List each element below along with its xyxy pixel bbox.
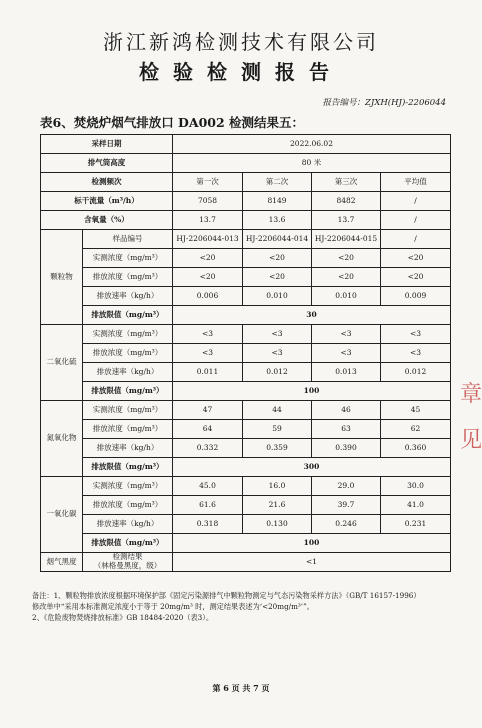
results-table <box>40 134 451 572</box>
flow-cell: 7058 <box>173 192 243 211</box>
oxygen-cell: 13.7 <box>312 211 381 230</box>
freq-cell: 第二次 <box>243 173 312 192</box>
row-so2-limit <box>41 382 451 401</box>
value-cell: <3 <box>173 325 243 344</box>
value-cell: 47 <box>173 401 243 420</box>
emission-rate-label: 排放速率（kg/h） <box>83 287 173 306</box>
value-cell: 45.0 <box>173 477 243 496</box>
row-nox-emission <box>41 420 451 439</box>
oxygen-cell: 13.7 <box>173 211 243 230</box>
smoke-label-line1: 检测结果 <box>112 552 143 562</box>
value-cell: 0.231 <box>381 515 451 534</box>
row-particulate-emission <box>41 268 451 287</box>
row-co-measured <box>41 477 451 496</box>
emission-limit-label: 排放限值（mg/m³） <box>83 382 173 401</box>
measured-conc-label: 实测浓度（mg/m³） <box>83 401 173 420</box>
value-cell: 62 <box>381 420 451 439</box>
value-cell: 44 <box>243 401 312 420</box>
value-cell: 0.012 <box>381 363 451 382</box>
measured-conc-label: 实测浓度（mg/m³） <box>83 477 173 496</box>
value-cell: 0.332 <box>173 439 243 458</box>
value-cell: 0.390 <box>312 439 381 458</box>
page-number: 第 6 页 共 7 页 <box>212 683 270 693</box>
value-cell: 39.7 <box>312 496 381 515</box>
value-cell: 29.0 <box>312 477 381 496</box>
value-cell: <20 <box>381 268 451 287</box>
value-cell: 0.359 <box>243 439 312 458</box>
oxygen-label: 含氧量（%） <box>41 211 173 230</box>
value-cell: 0.006 <box>173 287 243 306</box>
flow-cell: 8149 <box>243 192 312 211</box>
row-co-limit <box>41 534 451 553</box>
row-particulate-measured <box>41 249 451 268</box>
stack-height-label: 排气筒高度 <box>41 154 173 173</box>
flow-label: 标干流量（m³/h） <box>41 192 173 211</box>
company-name: 浙江新鸿检测技术有限公司 <box>103 30 379 54</box>
pollutant-particulate: 颗粒物 <box>41 230 83 325</box>
pollutant-so2: 二氧化硫 <box>41 325 83 401</box>
emission-rate-label: 排放速率（kg/h） <box>83 515 173 534</box>
emission-conc-label: 排放浓度（mg/m³） <box>83 344 173 363</box>
report-title: 检验检测报告 <box>139 60 343 84</box>
flow-cell: / <box>381 192 451 211</box>
measured-conc-label: 实测浓度（mg/m³） <box>83 249 173 268</box>
row-sample-date <box>41 135 451 154</box>
value-cell: 0.012 <box>243 363 312 382</box>
report-number-label: 报告编号： <box>322 98 366 108</box>
freq-cell: 第一次 <box>173 173 243 192</box>
row-sample-ids <box>41 230 451 249</box>
sample-id-cell: / <box>381 230 451 249</box>
value-cell: 63 <box>312 420 381 439</box>
value-cell: 0.010 <box>243 287 312 306</box>
value-cell: 64 <box>173 420 243 439</box>
row-so2-emission <box>41 344 451 363</box>
value-cell: 0.010 <box>312 287 381 306</box>
value-cell: 0.318 <box>173 515 243 534</box>
value-cell: 0.009 <box>381 287 451 306</box>
emission-limit-label: 排放限值（mg/m³） <box>83 534 173 553</box>
freq-cell: 平均值 <box>381 173 451 192</box>
sample-id-cell: HJ-2206044-013 <box>173 230 243 249</box>
table-title: 表6、焚烧炉烟气排放口 DA002 检测结果五： <box>40 115 305 130</box>
row-smoke <box>41 553 451 572</box>
value-cell: 59 <box>243 420 312 439</box>
value-cell: 16.0 <box>243 477 312 496</box>
flow-cell: 8482 <box>312 192 381 211</box>
note-line: 备注：1、颗粒物排放浓度根据环境保护部《固定污染源排气中颗粒物测定与气态污染物采样方法》（GB/T 16157-1996） <box>32 591 421 600</box>
value-cell: <3 <box>312 344 381 363</box>
row-so2-measured <box>41 325 451 344</box>
row-co-emission <box>41 496 451 515</box>
smoke-value: <1 <box>173 553 451 572</box>
value-cell: <20 <box>173 268 243 287</box>
emission-rate-label: 排放速率（kg/h） <box>83 439 173 458</box>
limit-value: 30 <box>173 306 451 325</box>
value-cell: 0.013 <box>312 363 381 382</box>
row-nox-limit <box>41 458 451 477</box>
sample-date-label: 采样日期 <box>41 135 173 154</box>
value-cell: <20 <box>381 249 451 268</box>
value-cell: 41.0 <box>381 496 451 515</box>
row-stack-height <box>41 154 451 173</box>
report-number <box>323 96 446 108</box>
pollutant-co: 一氧化碳 <box>41 477 83 553</box>
frequency-label: 检测频次 <box>41 173 173 192</box>
note-line: 修改单中“采用本标准测定浓度小于等于 20mg/m³ 时，测定结果表述为‘<20mg/m³’”。 <box>32 602 314 611</box>
value-cell: 21.6 <box>243 496 312 515</box>
freq-cell: 第三次 <box>312 173 381 192</box>
limit-value: 100 <box>173 534 451 553</box>
pollutant-nox: 氮氧化物 <box>41 401 83 477</box>
value-cell: <20 <box>243 249 312 268</box>
row-frequency <box>41 173 451 192</box>
value-cell: <3 <box>243 325 312 344</box>
emission-conc-label: 排放浓度（mg/m³） <box>83 496 173 515</box>
measured-conc-label: 实测浓度（mg/m³） <box>83 325 173 344</box>
oxygen-cell: / <box>381 211 451 230</box>
value-cell: 30.0 <box>381 477 451 496</box>
value-cell: 0.246 <box>312 515 381 534</box>
seal-stamp: 章 见 <box>460 382 482 453</box>
smoke-label-line2: （林格曼黑度，级） <box>93 561 162 570</box>
value-cell: 61.6 <box>173 496 243 515</box>
value-cell: <3 <box>381 344 451 363</box>
limit-value: 100 <box>173 382 451 401</box>
emission-limit-label: 排放限值（mg/m³） <box>83 306 173 325</box>
row-nox-measured <box>41 401 451 420</box>
notes <box>32 590 452 623</box>
emission-conc-label: 排放浓度（mg/m³） <box>83 268 173 287</box>
row-flow <box>41 192 451 211</box>
value-cell: <3 <box>381 325 451 344</box>
value-cell: <20 <box>243 268 312 287</box>
value-cell: 0.011 <box>173 363 243 382</box>
pollutant-smoke: 烟气黑度 <box>41 553 83 572</box>
note-line: 2、《危险废物焚烧排放标准》GB 18484-2020（表3）。 <box>32 613 214 622</box>
limit-value: 300 <box>173 458 451 477</box>
row-particulate-limit <box>41 306 451 325</box>
report-number-value: ZJXH(HJ)-2206044 <box>365 98 446 108</box>
row-nox-rate <box>41 439 451 458</box>
emission-limit-label: 排放限值（mg/m³） <box>83 458 173 477</box>
row-particulate-rate <box>41 287 451 306</box>
row-so2-rate <box>41 363 451 382</box>
value-cell: <3 <box>173 344 243 363</box>
value-cell: 46 <box>312 401 381 420</box>
sample-date-value: 2022.06.02 <box>173 135 451 154</box>
value-cell: <20 <box>173 249 243 268</box>
stack-height-value: 80 米 <box>173 154 451 173</box>
value-cell: <20 <box>312 268 381 287</box>
smoke-label <box>83 553 173 572</box>
row-oxygen <box>41 211 451 230</box>
row-co-rate <box>41 515 451 534</box>
value-cell: <3 <box>243 344 312 363</box>
value-cell: <20 <box>312 249 381 268</box>
sample-id-label: 样品编号 <box>83 230 173 249</box>
value-cell: <3 <box>312 325 381 344</box>
emission-rate-label: 排放速率（kg/h） <box>83 363 173 382</box>
emission-conc-label: 排放浓度（mg/m³） <box>83 420 173 439</box>
sample-id-cell: HJ-2206044-014 <box>243 230 312 249</box>
sample-id-cell: HJ-2206044-015 <box>312 230 381 249</box>
oxygen-cell: 13.6 <box>243 211 312 230</box>
value-cell: 0.130 <box>243 515 312 534</box>
value-cell: 0.360 <box>381 439 451 458</box>
value-cell: 45 <box>381 401 451 420</box>
